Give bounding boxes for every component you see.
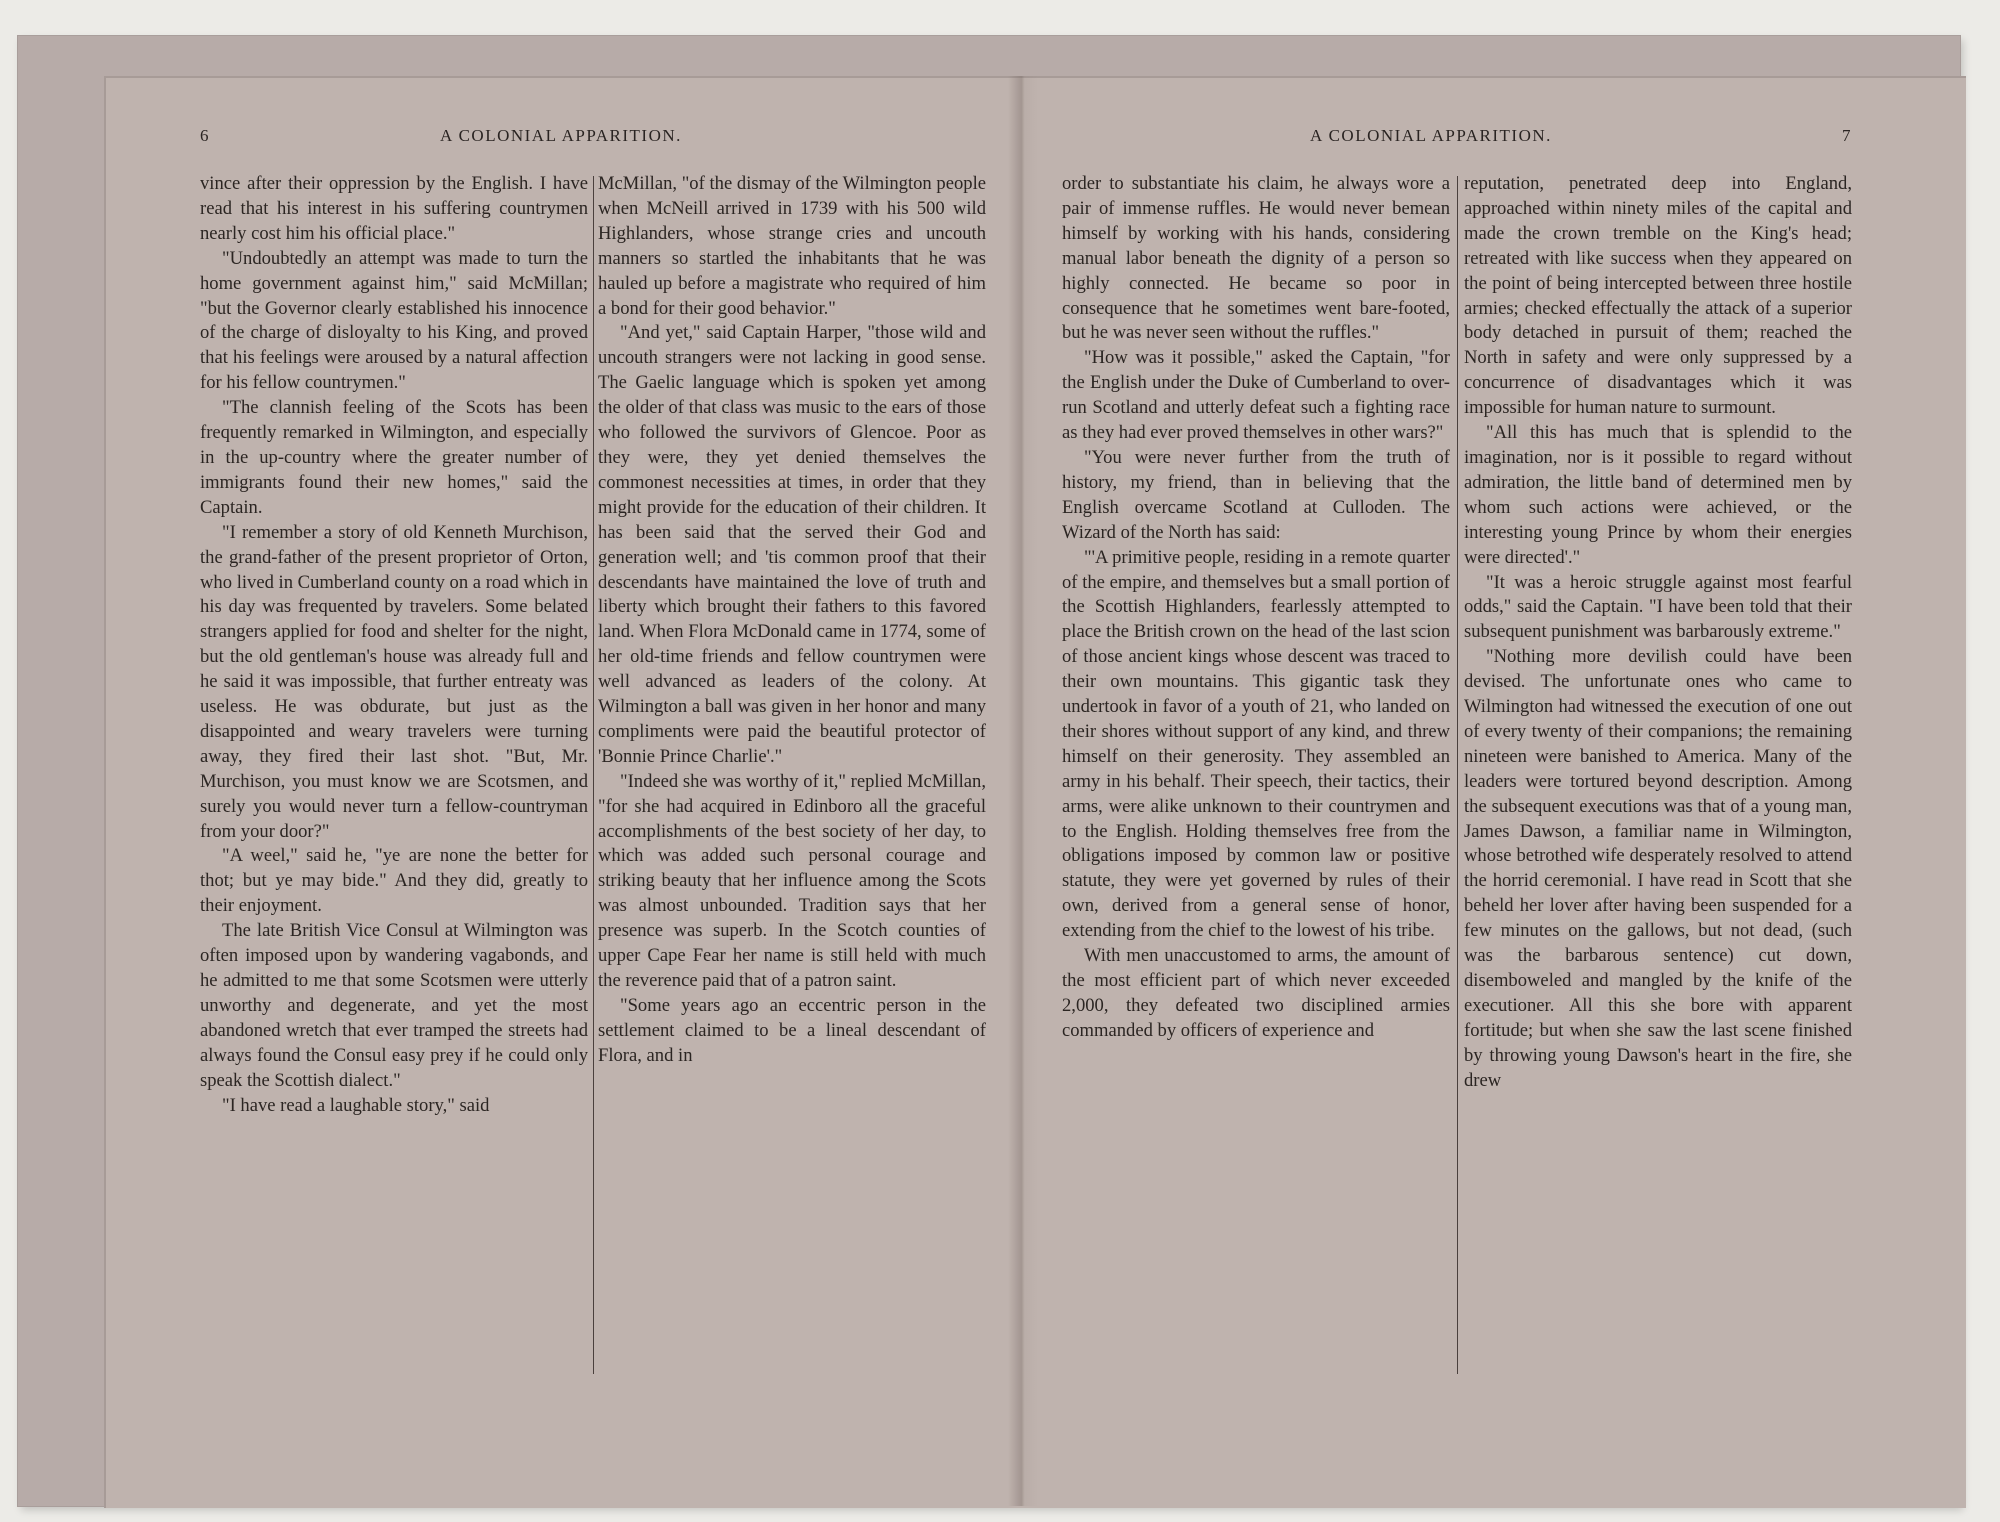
paragraph: "'A primitive people, residing in a remote quarter of the empire, and themselves but a small portion of the Scottish Highlanders, fearlessly attempted to place the British crown on the head of the last scion of those ancient kings whose descent was traced to their own mountains. This gigantic task they undertook in favor of a youth of 21, who landed on their shores without support of any kind, and threw himself on their generosity. They assembled an army in his behalf. Their speech, their tactics, their arms, were alike unknown to their countrymen and to the English. Holding themselves free from the obligations imposed by common law or positive statute, they were yet governed by rules of their own, derived from a general sense of honor, extending from the chief to the lowest of his tribe. xyxy=(1062,546,1450,942)
paragraph: "It was a heroic struggle against most fearful odds," said the Captain. "I have been told that their subsequent punishment was barbarously extreme." xyxy=(1464,571,1852,643)
left-page-column-1 xyxy=(200,172,588,1377)
column-rule-left xyxy=(593,176,594,1374)
paragraph: "I have read a laughable story," said xyxy=(222,1094,490,1116)
paragraph: With men unaccustomed to arms, the amount of the most efficient part of which never exceeded 2,000, they defeated two disciplined armies commanded by officers of experience and xyxy=(1062,945,1450,1041)
paragraph: reputation, penetrated deep into England, approached within ninety miles of the capital and made the crown tremble on the King's head; retreated with like success when they appeared on the point of being intercepted between three hostile armies; checked effectually the attack of a superior body detached in pursuit of them; reached the North in safety and were only suppressed by a concurrence of disadvantages which it was impossible for human nature to surmount. xyxy=(1464,173,1852,419)
running-head-left: A COLONIAL APPARITION. xyxy=(440,126,682,145)
left-page-column-2 xyxy=(598,172,986,1377)
paragraph: "All this has much that is splendid to the imagination, nor is it possible to regard without admiration, the little band of determined men by whom such actions were achieved, or the interesting young Prince by whom their energies were directed'." xyxy=(1464,422,1852,568)
paragraph: McMillan, "of the dismay of the Wilmington people when McNeill arrived in 1739 with his 500 wild Highlanders, whose strange cries and uncouth manners so startled the inhabitants that he was hauled up before a magistrate who required of him a bond for their good behavior." xyxy=(598,173,986,319)
paragraph: "I remember a story of old Kenneth Murchison, the grand-father of the present proprietor of Orton, who lived in Cumberland county on a road which in his day was frequented by travelers. Some belated strangers applied for food and shelter for the night, but the old gentleman's house was already full and he said it was impossible, that further entreaty was useless. He was obdurate, but just as the disappointed and weary travelers were turning away, they fired their last shot. "But, Mr. Murchison, you must know we are Scotsmen, and surely you would never turn a fellow-countryman from your door?" xyxy=(200,521,588,842)
right-page-column-2 xyxy=(1464,172,1852,1377)
paragraph: "Nothing more devilish could have been devised. The unfortunate ones who came to Wilmington had witnessed the execution of one out of every twenty of their companions; the remaining nineteen were banished to America. Many of the leaders were tortured beyond description. Among the subsequent executions was that of a young man, James Dawson, a familiar name in Wilmington, whose betrothed wife desperately resolved to attend the horrid ceremonial. I have read in Scott that she beheld her lover after having been suspended for a few minutes on the gallows, but not dead, (such was the barbarous sentence) cut down, disemboweled and mangled by the knife of the executioner. All this she bore with apparent fortitude; but when she saw the last scene finished by throwing young Dawson's heart in the fire, she drew xyxy=(1464,646,1852,1091)
paragraph: "Indeed she was worthy of it," replied McMillan, "for she had acquired in Edinboro all the graceful accomplishments of the best society of her day, to which was added such personal courage and striking beauty that her influence among the Scots was almost unbounded. Tradition says that her presence was superb. In the Scotch counties of upper Cape Fear her name is still held with much the reverence paid that of a patron saint. xyxy=(598,770,986,991)
right-page-column-1 xyxy=(1062,172,1450,1377)
book-gutter xyxy=(1008,76,1038,1506)
page-number-right: 7 xyxy=(1842,126,1851,145)
paragraph: "A weel," said he, "ye are none the better for thot; but ye may bide." And they did, greatly to their enjoyment. xyxy=(200,845,588,917)
paragraph: "Undoubtedly an attempt was made to turn the home government against him," said McMillan; "but the Governor clearly established his innocence of the charge of disloyalty to his King, and proved that his feelings were aroused by a natural affection for his fellow countrymen." xyxy=(200,247,588,394)
paragraph: The late British Vice Consul at Wilmington was often imposed upon by wandering vagabonds, and he admitted to me that some Scotsmen were utterly unworthy and degenerate, and yet the most abandoned wretch that ever tramped the streets had always found the Consul easy prey if he could only speak the Scottish dialect." xyxy=(200,920,588,1091)
paragraph: "Some years ago an eccentric person in the settlement claimed to be a lineal descendant of Flora, and in xyxy=(598,994,986,1066)
paragraph: "The clannish feeling of the Scots has been frequently remarked in Wilmington, and especially in the up-country where the greater number of immigrants found their new homes," said the Captain. xyxy=(200,397,588,518)
paragraph: "And yet," said Captain Harper, "those wild and uncouth strangers were not lacking in good sense. The Gaelic language which is spoken yet among the older of that class was music to the ears of those who followed the survivors of Glencoe. Poor as they were, they yet denied themselves the commonest necessities at times, in order that they might provide for the education of their children. It has been said that the served their God and generation well; and 'tis common proof that their descendants have maintained the love of truth and liberty which brought their fathers to this favored land. When Flora McDonald came in 1774, some of her old-time friends and fellow countrymen were well advanced as leaders of the colony. At Wilmington a ball was given in her honor and many compliments were paid the beautiful protector of 'Bonnie Prince Charlie'." xyxy=(598,322,986,767)
running-head-right: A COLONIAL APPARITION. xyxy=(1310,126,1552,145)
paragraph: vince after their oppression by the English. I have read that his interest in his suffering countrymen nearly cost him his official place." xyxy=(200,173,588,244)
paragraph: "You were never further from the truth of history, my friend, than in believing that the English overcame Scotland at Culloden. The Wizard of the North has said: xyxy=(1062,446,1450,543)
page-number-left: 6 xyxy=(200,126,209,145)
paragraph: order to substantiate his claim, he always wore a pair of immense ruffles. He would never bemean himself by working with his hands, considering manual labor beneath the dignity of a person so highly connected. He became so poor in consequence that he sometimes went bare-footed, but he was never seen without the ruffles." xyxy=(1062,173,1450,344)
paragraph: "How was it possible," asked the Captain, "for the English under the Duke of Cumberland to over-run Scotland and utterly defeat such a fighting race as they had ever proved themselves in other wars?" xyxy=(1062,347,1450,444)
column-rule-right xyxy=(1457,176,1458,1374)
